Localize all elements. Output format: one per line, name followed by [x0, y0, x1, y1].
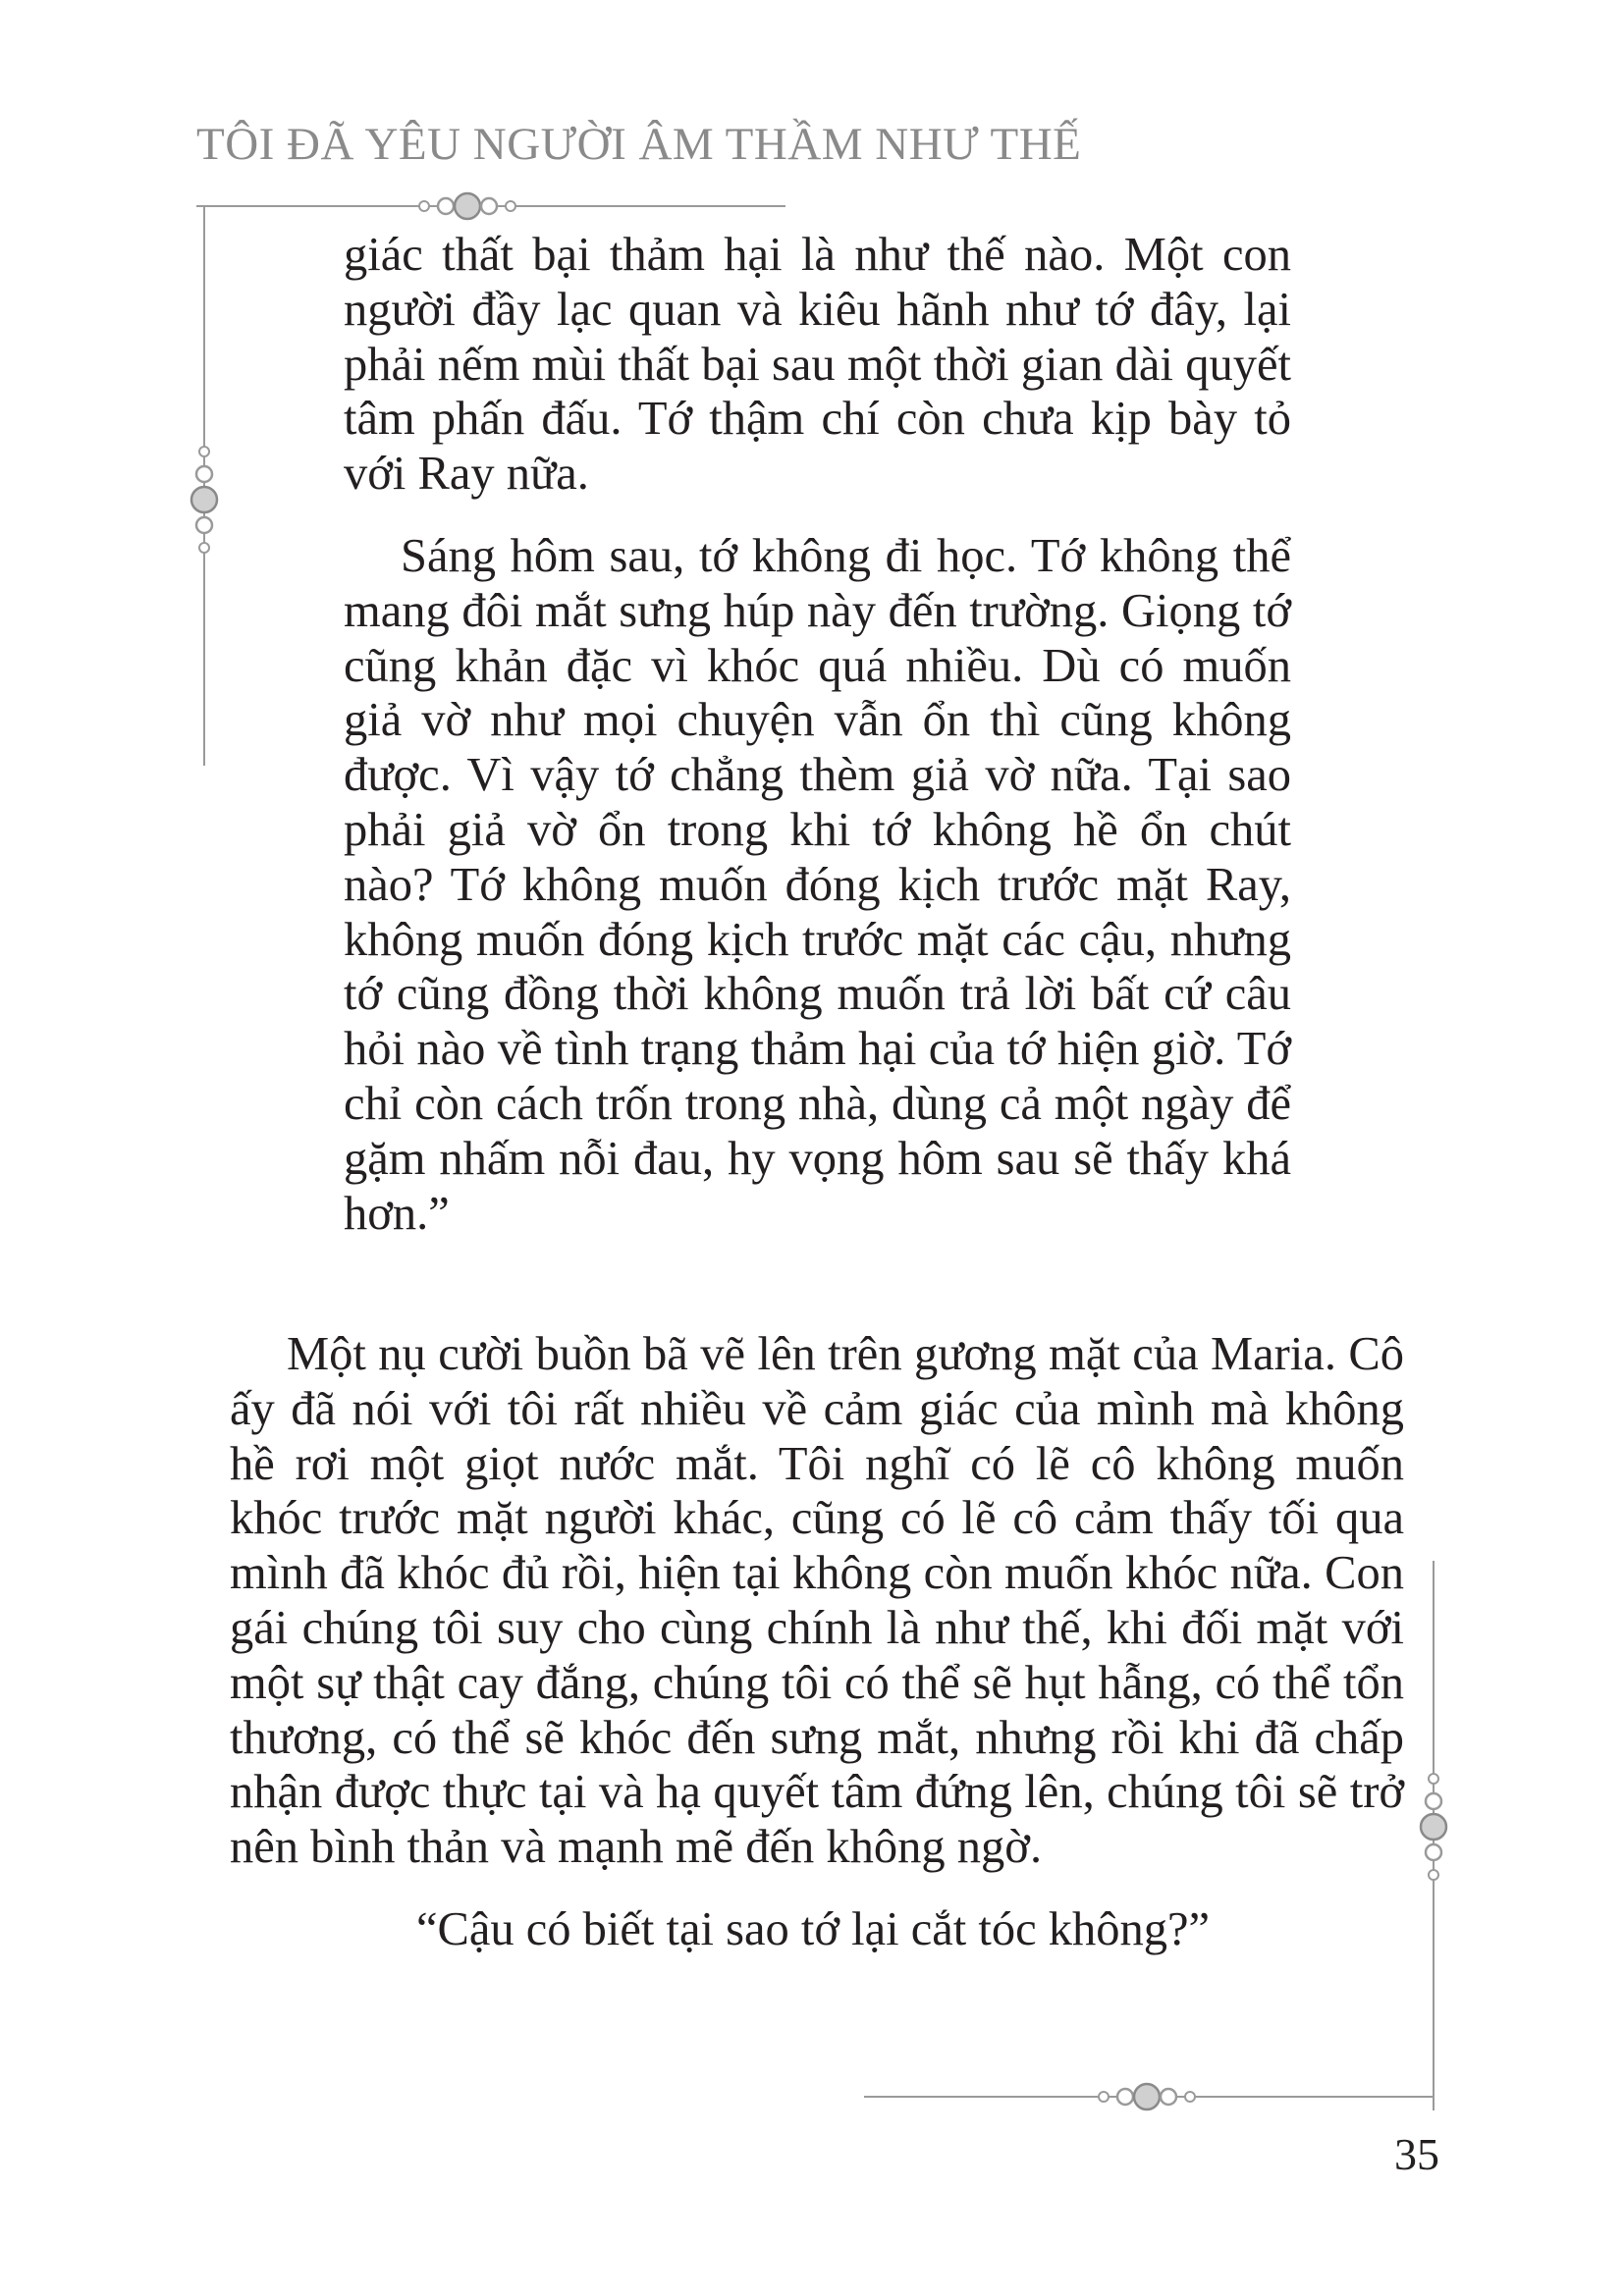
right-ornament [1414, 1561, 1453, 2110]
page-number: 35 [1394, 2129, 1439, 2179]
narrative-body [230, 1327, 1404, 1957]
left-ornament [185, 206, 224, 766]
letter-paragraph-1: giác thất bại thảm hại là như thế nào. Một con người đầy lạc quan và kiêu hãnh như tớ đây, lại phải nếm mùi thất bại sau một thời gian dài quyết tâm phấn đấu. Tớ thậm chí còn chưa kịp bày tỏ với Ray nữa. [344, 229, 1291, 501]
narrative-paragraph-2: “Cậu có biết tại sao tớ lại cắt tóc không?” [416, 1902, 1211, 1955]
letter-paragraph-2: Sáng hôm sau, tớ không đi học. Tớ không thể mang đôi mắt sưng húp này đến trường. Giọng tớ cũng khản đặc vì khóc quá nhiều. Dù có muốn giả vờ như mọi chuyện vẫn ổn thì cũng không được. Vì vậy tớ chẳng thèm giả vờ nữa. Tại sao phải giả vờ ổn trong khi tớ không hề ổn chút nào? Tớ không muốn đóng kịch trước mặt Ray, không muốn đóng kịch trước mặt các cậu, nhưng tớ cũng đồng thời không muốn trả lời bất cứ câu hỏi nào về tình trạng thảm hại của tớ hiện giờ. Tớ chỉ còn cách trốn trong nhà, dùng cả một ngày để gặm nhấm nỗi đau, hy vọng hôm sau sẽ thấy khá hơn.” [344, 529, 1291, 1240]
running-head-title: TÔI ĐÃ YÊU NGƯỜI ÂM THẦM NHƯ THẾ [196, 119, 1082, 170]
top-ornament [196, 187, 785, 222]
quoted-letter [344, 228, 1291, 1241]
narrative-paragraph-1: Một nụ cười buồn bã vẽ lên trên gương mặt của Maria. Cô ấy đã nói với tôi rất nhiều về cảm giác của mình mà không hề rơi một giọt nước mắt. Tôi nghĩ có lẽ cô không muốn khóc trước mặt người khác, cũng có lẽ cô cảm thấy tối qua mình đã khóc đủ rồi, hiện tại không còn muốn khóc nữa. Con gái chúng tôi suy cho cùng chính là như thế, khi đối mặt với một sự thật cay đắng, chúng tôi có thể sẽ hụt hẫng, có thể tổn thương, có thể sẽ khóc đến sưng mắt, nhưng rồi khi đã chấp nhận được thực tại và hạ quyết tâm đứng lên, chúng tôi sẽ trở nên bình thản và mạnh mẽ đến không ngờ. [230, 1328, 1404, 1874]
bottom-ornament [864, 2081, 1434, 2116]
